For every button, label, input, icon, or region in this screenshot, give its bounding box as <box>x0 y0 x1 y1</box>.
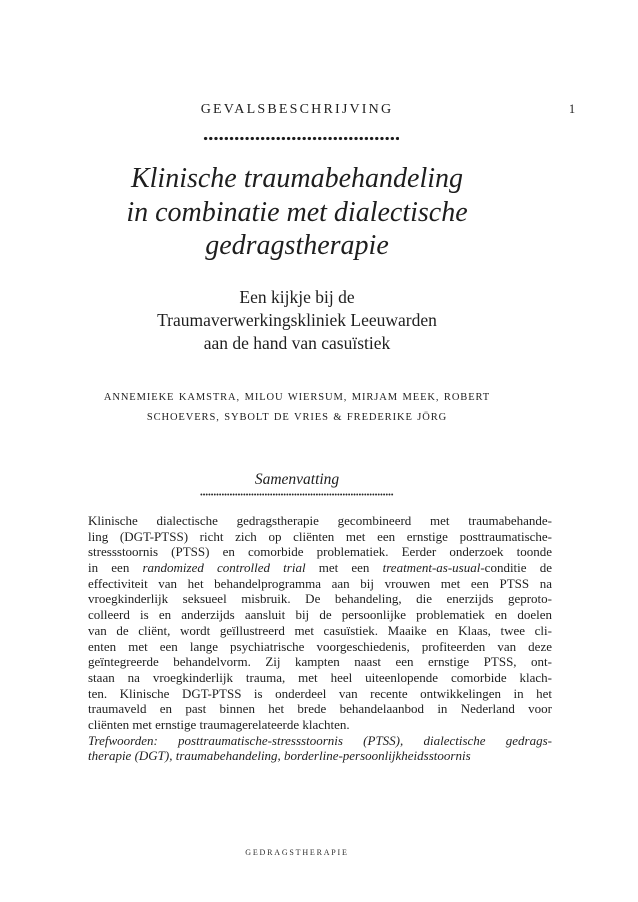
ornament-dots <box>203 136 399 141</box>
abstract-segment: enten met een lange psychiatrische voorgeschiedenis, profiteerden van deze <box>88 638 552 654</box>
abstract-line <box>88 670 552 686</box>
abstract-segment: geïntegreerde behandelvorm. Zij kampten naast een ernstige PTSS, ont- <box>88 654 552 670</box>
abstract-segment: -conditie de <box>480 560 552 576</box>
abstract-segment: ten. Klinische DGT-PTSS is onderdeel van recente ontwikkelingen in het <box>88 685 552 701</box>
abstract-segment: in een <box>88 560 143 576</box>
article-title-line: Klinische traumabehandeling <box>130 163 464 194</box>
abstract-segment: colleerd is en anderzijds aansluit bij de persoonlijke problematiek en doelen <box>88 607 552 623</box>
authors-line-1: ANNEMIEKE KAMSTRA, MILOU WIERSUM, MIRJAM MEEK, ROBERT <box>103 392 491 403</box>
abstract-text <box>88 513 552 764</box>
abstract-italic-segment: Trefwoorden: posttraumatische-stressstoornis (PTSS), dialectische gedrags- <box>88 732 552 748</box>
abstract-segment: vroegkinderlijk seksueel misbruik. De behandeling, die enerzijds geproto- <box>88 591 552 607</box>
abstract-segment: stressstoornis (PTSS) en comorbide problematiek. Eerder onderzoek toonde <box>88 544 552 560</box>
journal-footer-label: GEDRAGSTHERAPIE <box>245 848 349 857</box>
abstract-italic-segment: therapie (DGT), traumabehandeling, borderline-persoonlijkheidsstoornis <box>88 748 471 764</box>
article-title-line: gedragstherapie <box>205 230 389 261</box>
abstract-italic-segment: randomized controlled trial <box>142 560 306 576</box>
authors-line-2: SCHOEVERS, SYBOLT DE VRIES & FREDERIKE JÖRG <box>146 412 448 423</box>
article-subtitle-line: aan de hand van casuïstiek <box>203 333 391 353</box>
abstract-line <box>88 639 552 655</box>
article-title-line: in combinatie met dialectische <box>126 196 468 228</box>
abstract-segment: ling (DGT-PTSS) richt zich op cliënten met een ernstige posttraumatische- <box>88 528 552 544</box>
page-number: 1 <box>568 102 576 116</box>
abstract-line <box>88 623 552 639</box>
abstract-line <box>88 560 552 576</box>
article-title <box>0 162 594 263</box>
abstract-segment: Klinische dialectische gedragstherapie gecombineerd met traumabehande- <box>88 513 552 528</box>
abstract-line <box>88 733 552 749</box>
abstract-segment: effectiviteit van het behandelprogramma aan bij vrouwen met een PTSS na <box>88 575 552 591</box>
abstract-line <box>88 717 552 733</box>
abstract-segment: traumaveld en past binnen het brede behandelaanbod in Nederland voor <box>88 701 552 717</box>
article-subtitle-line: Een kijkje bij de <box>239 287 355 307</box>
article-subtitle-line: Traumaverwerkingskliniek Leeuwarden <box>157 310 437 330</box>
dotted-rule <box>200 493 394 496</box>
abstract-heading: Samenvatting <box>254 471 340 488</box>
abstract-line <box>88 513 552 529</box>
abstract-segment: staan na vroegkinderlijk trauma, met heel uiteenlopende comorbide klach- <box>88 669 552 685</box>
abstract-segment: van de cliënt, wordt geïllustreerd met casuïstiek. Maaike en Klaas, twee cli- <box>88 622 552 638</box>
abstract-line <box>88 529 552 545</box>
abstract-segment: cliënten met ernstige traumagerelateerde klachten. <box>88 716 350 732</box>
abstract-line <box>88 686 552 702</box>
abstract-line <box>88 607 552 623</box>
abstract-line <box>88 654 552 670</box>
abstract-line <box>88 544 552 560</box>
abstract-segment: met een <box>305 560 383 576</box>
abstract-line <box>88 701 552 717</box>
abstract-line <box>88 576 552 592</box>
abstract-line <box>88 748 552 764</box>
abstract-italic-segment: treatment-as-usual <box>382 560 481 576</box>
article-subtitle <box>0 286 594 355</box>
abstract-line <box>88 591 552 607</box>
running-head: GEVALSBESCHRIJVING <box>200 102 394 117</box>
authors-line <box>0 388 594 428</box>
